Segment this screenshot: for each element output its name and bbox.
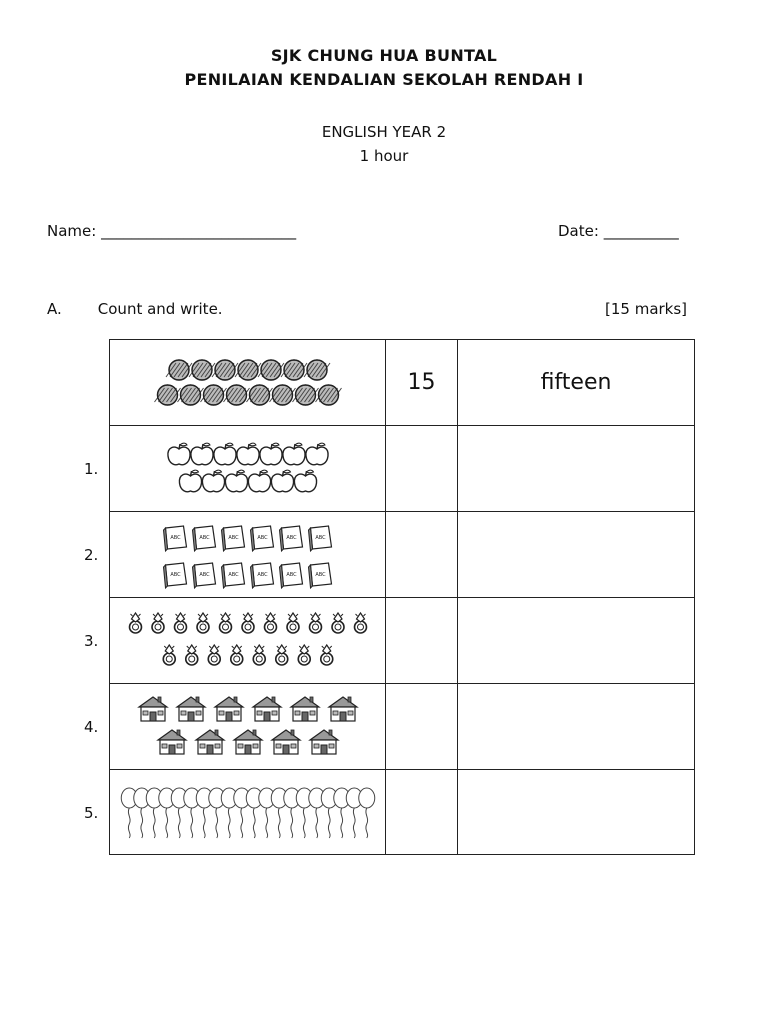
house-icon bbox=[310, 730, 338, 754]
picture-cell bbox=[110, 598, 386, 683]
svg-text:ABC: ABC bbox=[170, 535, 181, 541]
house-icon bbox=[234, 730, 262, 754]
ring-icon bbox=[310, 613, 322, 633]
house-icon bbox=[291, 697, 319, 721]
table-row bbox=[110, 684, 694, 770]
ball-icon bbox=[316, 385, 342, 405]
house-icon bbox=[139, 697, 167, 721]
svg-text:ABC: ABC bbox=[257, 535, 268, 541]
ring-icon bbox=[242, 613, 254, 633]
svg-text:ABC: ABC bbox=[228, 572, 239, 578]
ball-icon bbox=[258, 360, 284, 380]
number-answer-cell[interactable] bbox=[386, 426, 458, 511]
balloon-icon bbox=[110, 770, 386, 855]
number-answer-cell[interactable] bbox=[386, 512, 458, 597]
ball-icon bbox=[235, 360, 261, 380]
ring-icon bbox=[175, 613, 187, 633]
book-icon bbox=[280, 563, 303, 588]
table-row bbox=[110, 512, 694, 598]
question-number: 3. bbox=[84, 632, 99, 650]
apple-icon bbox=[225, 470, 247, 492]
ball-icon bbox=[293, 385, 319, 405]
example-word: fifteen bbox=[540, 370, 612, 395]
book-icon bbox=[280, 526, 303, 551]
date-label: Date: bbox=[558, 222, 599, 240]
word-answer-cell[interactable] bbox=[458, 684, 694, 769]
apple-icon bbox=[179, 470, 201, 492]
picture-cell bbox=[110, 426, 386, 511]
ring-icon bbox=[332, 613, 344, 633]
picture-cell bbox=[110, 512, 386, 597]
ring-icon bbox=[220, 613, 232, 633]
svg-text:ABC: ABC bbox=[315, 572, 326, 578]
house-icon bbox=[253, 697, 281, 721]
svg-text:ABC: ABC bbox=[286, 572, 297, 578]
number-answer-cell[interactable] bbox=[386, 684, 458, 769]
house-icon bbox=[329, 697, 357, 721]
ring-icon bbox=[355, 613, 367, 633]
ring-icon bbox=[231, 645, 243, 665]
house-icon bbox=[158, 730, 186, 754]
exam-duration: 1 hour bbox=[359, 147, 409, 165]
apple-icon bbox=[248, 470, 270, 492]
ring-icon bbox=[163, 645, 175, 665]
school-title: SJK CHUNG HUA BUNTAL bbox=[270, 46, 498, 65]
ring-icon bbox=[186, 645, 198, 665]
house-icon bbox=[215, 697, 243, 721]
date-field[interactable] bbox=[558, 222, 679, 240]
ball-icon bbox=[189, 360, 215, 380]
apple-icon bbox=[237, 443, 259, 465]
question-number: 2. bbox=[84, 546, 99, 564]
apple-icon bbox=[110, 426, 386, 512]
apple-icon bbox=[202, 470, 224, 492]
table-row bbox=[110, 426, 694, 512]
question-number: 1. bbox=[84, 460, 99, 478]
ring-icon bbox=[276, 645, 288, 665]
balloon-icon bbox=[359, 788, 375, 838]
book-icon bbox=[164, 563, 187, 588]
question-number: 4. bbox=[84, 718, 99, 736]
subject-block bbox=[0, 120, 768, 168]
ball-icon bbox=[110, 340, 386, 426]
book-icon bbox=[193, 526, 216, 551]
picture-cell bbox=[110, 770, 386, 855]
name-field[interactable] bbox=[47, 222, 296, 240]
question-number: 5. bbox=[84, 804, 99, 822]
word-answer-cell[interactable] bbox=[458, 426, 694, 511]
exam-title: PENILAIAN KENDALIAN SEKOLAH RENDAH I bbox=[184, 70, 584, 89]
ring-icon bbox=[208, 645, 220, 665]
book-icon bbox=[309, 526, 332, 551]
svg-text:ABC: ABC bbox=[199, 535, 210, 541]
ball-icon bbox=[201, 385, 227, 405]
book-icon bbox=[251, 563, 274, 588]
svg-text:ABC: ABC bbox=[170, 572, 181, 578]
table-row bbox=[110, 770, 694, 855]
book-icon bbox=[193, 563, 216, 588]
ring-icon bbox=[253, 645, 265, 665]
book-icon bbox=[222, 563, 245, 588]
ring-icon bbox=[321, 645, 333, 665]
section-heading bbox=[47, 300, 223, 318]
house-icon bbox=[177, 697, 205, 721]
book-icon bbox=[251, 526, 274, 551]
book-icon bbox=[164, 526, 187, 551]
book-icon bbox=[222, 526, 245, 551]
house-icon bbox=[196, 730, 224, 754]
section-instruction: Count and write. bbox=[97, 300, 223, 318]
word-answer-cell[interactable] bbox=[458, 598, 694, 683]
name-label: Name: bbox=[47, 222, 97, 240]
number-answer-cell[interactable] bbox=[386, 770, 458, 855]
count-table bbox=[109, 339, 695, 855]
word-answer-cell[interactable] bbox=[458, 770, 694, 855]
ring-icon bbox=[287, 613, 299, 633]
example-number: 15 bbox=[386, 340, 458, 425]
ring-icon bbox=[197, 613, 209, 633]
apple-icon bbox=[214, 443, 236, 465]
ball-icon bbox=[212, 360, 238, 380]
word-answer-cell[interactable] bbox=[458, 512, 694, 597]
svg-text:ABC: ABC bbox=[257, 572, 268, 578]
ring-icon bbox=[298, 645, 310, 665]
ball-icon bbox=[224, 385, 250, 405]
section-letter: A. bbox=[47, 300, 62, 318]
house-icon bbox=[110, 684, 386, 770]
ring-icon bbox=[152, 613, 164, 633]
subject-title: ENGLISH YEAR 2 bbox=[321, 123, 447, 141]
ball-icon bbox=[281, 360, 307, 380]
table-row bbox=[110, 598, 694, 684]
svg-text:ABC: ABC bbox=[286, 535, 297, 541]
ball-icon bbox=[270, 385, 296, 405]
ring-icon bbox=[110, 598, 386, 684]
book-icon bbox=[309, 563, 332, 588]
picture-cell bbox=[110, 684, 386, 769]
apple-icon bbox=[168, 443, 190, 465]
apple-icon bbox=[271, 470, 293, 492]
example-picture-cell bbox=[110, 340, 386, 425]
date-blank[interactable]: __________ bbox=[603, 222, 679, 240]
ball-icon bbox=[304, 360, 330, 380]
apple-icon bbox=[283, 443, 305, 465]
example-row bbox=[110, 340, 694, 426]
ring-icon bbox=[130, 613, 142, 633]
school-name bbox=[0, 44, 768, 92]
name-blank[interactable]: __________________________ bbox=[101, 222, 297, 240]
house-icon bbox=[272, 730, 300, 754]
ball-icon bbox=[178, 385, 204, 405]
ball-icon bbox=[247, 385, 273, 405]
book-icon bbox=[110, 512, 386, 598]
ring-icon bbox=[265, 613, 277, 633]
apple-icon bbox=[191, 443, 213, 465]
apple-icon bbox=[306, 443, 328, 465]
ball-icon bbox=[166, 360, 192, 380]
section-marks: [15 marks] bbox=[605, 300, 688, 318]
number-answer-cell[interactable] bbox=[386, 598, 458, 683]
svg-text:ABC: ABC bbox=[199, 572, 210, 578]
svg-text:ABC: ABC bbox=[228, 535, 239, 541]
svg-text:ABC: ABC bbox=[315, 535, 326, 541]
apple-icon bbox=[294, 470, 316, 492]
ball-icon bbox=[155, 385, 181, 405]
apple-icon bbox=[260, 443, 282, 465]
